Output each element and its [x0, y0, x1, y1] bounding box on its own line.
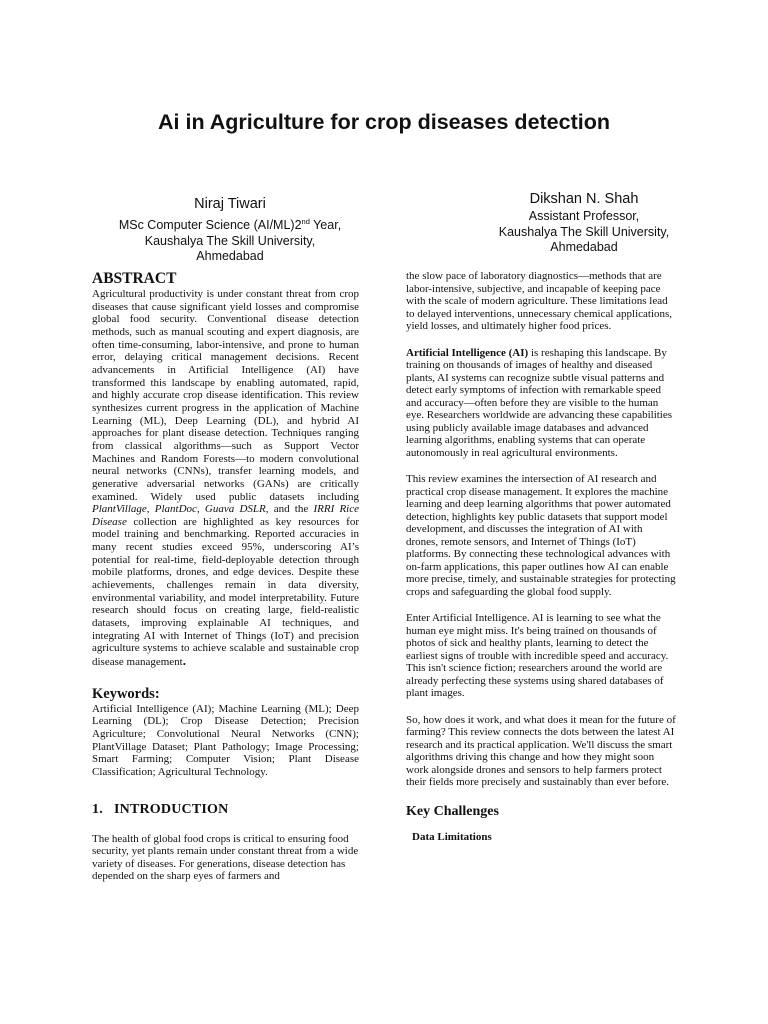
- separator: , and the: [265, 503, 314, 516]
- abstract-text: [92, 288, 359, 669]
- author-affiliation-1-line-3: Ahmedabad: [196, 249, 264, 264]
- author-block-2: [454, 190, 714, 256]
- ai-term: Artificial Intelligence (AI): [406, 346, 529, 359]
- abstract-end-mark: .: [182, 653, 186, 669]
- review-paragraph: This review examines the intersection of AI research and practical crop disease management. It explores the machine learning and deep learning algorithms that power automated detection, highlights key public datasets that support model development, and discusses the integration of AI with drones, remote sensors, and Internet of Things (IoT) platforms. By connecting these technological advances with on-farm applications, this paper outlines how AI can enable more precise, timely, and sustainable strategies for protecting crops and safeguarding the global food supply.: [406, 473, 676, 598]
- intro-continuation-text: the slow pace of laboratory diagnostics—methods that are labor-intensive, subjective, and incapable of keeping pace with the scale of modern agriculture. These limitations lead to delayed interventions, unnecessary chemical applications, yield losses, and ultimately higher food prices.: [406, 270, 673, 332]
- how-it-works-paragraph: So, how does it work, and what does it mean for the future of farming? This review connects the dots between the latest AI research and its practical application. We'll discuss the smart algorithms driving this change and how they might soon work alongside drones and sensors to help farmers protect their fields more precisely and sustainably than ever before.: [406, 713, 676, 788]
- author-affiliation-1-line-2: Kaushalya The Skill University,: [144, 233, 316, 248]
- author-name-1: Niraj Tiwari: [194, 196, 266, 212]
- introduction-text: The health of global food crops is critical to ensuring food security, yet plants remain under constant threat from a wide variety of diseases. For generations, disease detection has depended on the sharp eyes of farmers and: [92, 832, 359, 883]
- abstract-text-part-2: collection are highlighted as key resources for model training and benchmarking. Reported accuracies in many recent studies exceed 95%, underscoring AI’s potential for real-time, field-deployable detection through mobile platforms, drones, and edge devices. Despite these achievements, challenges remain in data diversity, environmental variability, and model interpretability. Future research should focus on creating large, field-realistic datasets, improving explainable AI techniques, and integrating AI with Internet of Things (IoT) and precision agriculture systems to achieve scalable and sustainable crop disease management: [92, 515, 359, 669]
- keywords-text: Artificial Intelligence (AI); Machine Learning (ML); Deep Learning (DL); Crop Disease Detection; Precision Agriculture; Convolutional Neural Networks (CNN); PlantVillage Dataset; Plant Pathology; Image Processing; Smart Farming; Computer Vision; Plant Disease Classification; Agricultural Technology.: [92, 702, 359, 778]
- author-block-1: [100, 195, 360, 265]
- author-affiliation-2-line-2: Kaushalya The Skill University,: [498, 224, 670, 239]
- left-column: [92, 270, 359, 883]
- dataset-guava-dslr: Guava DSLR: [204, 503, 266, 516]
- ai-paragraph: [406, 347, 676, 460]
- enter-ai-paragraph: Enter Artificial Intelligence. AI is learning to see what the human eye might miss. It's being trained on thousands of photos of sick and healthy plants, learning to detect the earliest signs of trouble with incredible speed and accuracy. This isn't science fiction; researchers around the world are already perfecting these systems using shared databases of plant images.: [406, 612, 669, 699]
- author-affiliation-2-line-1: Assistant Professor,: [528, 209, 640, 223]
- author-year: Year,: [309, 218, 342, 233]
- dataset-plantdoc: PlantDoc: [154, 503, 197, 516]
- key-challenges-heading: Key Challenges: [406, 803, 499, 819]
- data-limitations-heading: Data Limitations: [412, 830, 492, 843]
- separator: ,: [146, 503, 155, 516]
- dataset-plantvillage: PlantVillage: [92, 503, 147, 516]
- author-affiliation-2-line-3: Ahmedabad: [550, 240, 618, 254]
- author-affiliation-1-line-1: [100, 214, 360, 234]
- ai-paragraph-text: is reshaping this landscape. By training on thousands of images of healthy and diseased plants, AI systems can recognize subtle visual patterns and detect early symptoms of infection with remarkable speed and accuracy—often before they are visible to the human eye. Researchers worldwide are advancing these capabilities using publicly available image databases and advanced learning algorithms, enabling systems that can operate autonomously in real agricultural environments.: [406, 346, 673, 459]
- introduction-heading: 1. INTRODUCTION: [92, 801, 229, 817]
- abstract-heading: ABSTRACT: [92, 270, 177, 287]
- separator: ,: [196, 503, 205, 516]
- author-degree: MSc Computer Science (AI/ML)2: [118, 218, 302, 233]
- keywords-heading: Keywords:: [92, 685, 160, 702]
- right-column: [406, 270, 676, 844]
- paper-title: Ai in Agriculture for crop diseases detection: [158, 110, 610, 134]
- dataset-irri-rice-disease: IRRI Rice Disease: [92, 503, 359, 528]
- author-name-2: Dikshan N. Shah: [529, 191, 639, 207]
- ordinal-superscript: nd: [301, 217, 310, 226]
- abstract-text-part-1: Agricultural productivity is under constant threat from crop diseases that cause significant yield losses and compromise global food security. Conventional disease detection methods, such as manual scouting and expert diagnosis, are often time-consuming, labor-intensive, and prone to human error, delaying critical management decisions. Recent advancements in Artificial Intelligence (AI) have transformed this landscape by enabling automated, rapid, and highly accurate crop disease identification. This review synthesizes current progress in the application of Machine Learning (ML), Deep Learning (DL), and hybrid AI approaches for plant disease detection. Techniques ranging from classical algorithms—such as Support Vector Machines and Random Forests—to modern convolutional neural networks (CNNs), transfer learning models, and generative adversarial networks (GANs) are critically examined. Widely used public datasets including: [92, 288, 359, 503]
